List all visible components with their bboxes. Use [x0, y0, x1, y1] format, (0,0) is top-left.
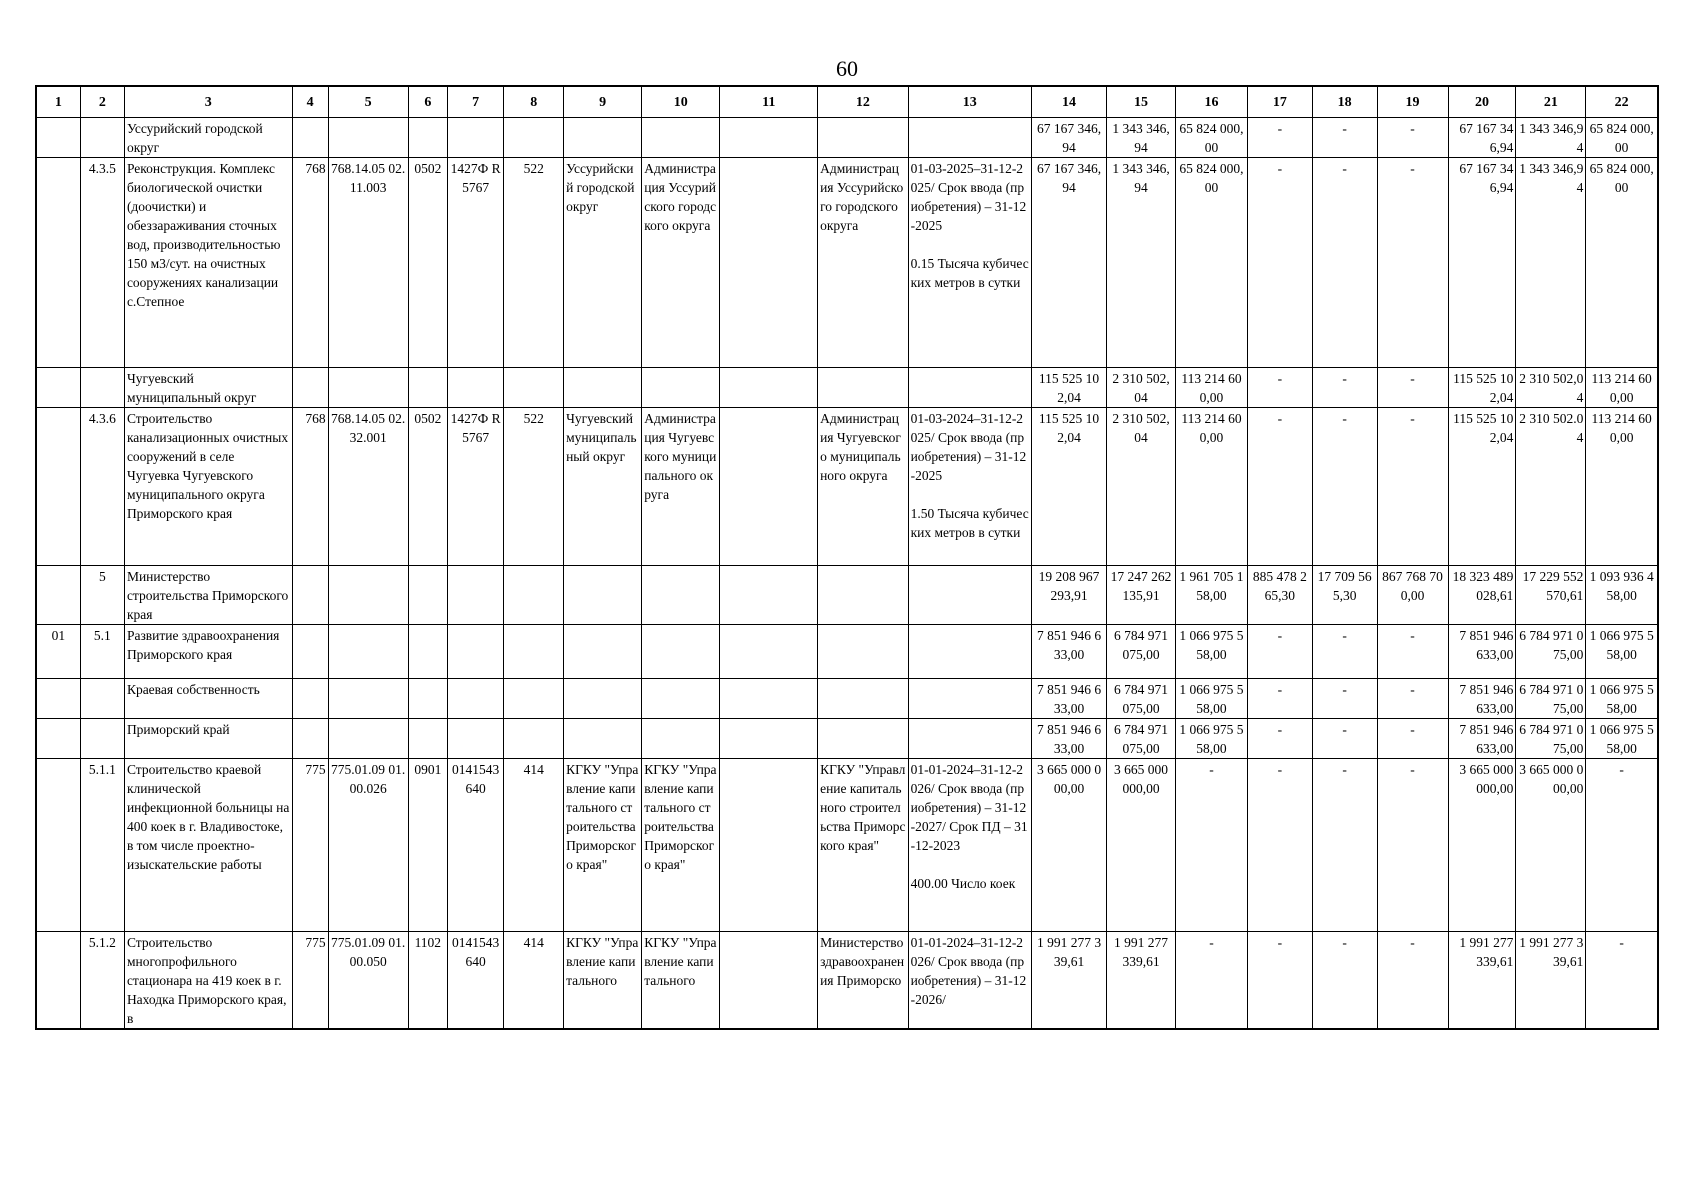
cell-regional-budget: 2 310 502,04	[1107, 408, 1176, 566]
cell-customer: Министерство здравоохранения Приморско	[818, 932, 909, 1030]
cell-limit-regional: 1 343 346,94	[1516, 158, 1586, 368]
header-col-6: 6	[408, 86, 447, 118]
table-row	[36, 625, 1658, 679]
cell-municipality	[564, 679, 642, 719]
cell-col-11	[720, 118, 818, 158]
header-col-12: 12	[818, 86, 909, 118]
cell-col-11	[720, 719, 818, 759]
cell-developer: КГКУ "Управление капитального строительства Приморского края"	[642, 759, 720, 932]
cell-expense-type	[504, 719, 564, 759]
cell-federal-budget: -	[1175, 932, 1247, 1030]
cell-object-code: 775.01.09 01.00.026	[328, 759, 408, 932]
cell-schedule-capacity	[908, 625, 1031, 679]
cell-item-name: Министерство строительства Приморского края	[124, 566, 292, 625]
cell-col-19: -	[1377, 625, 1448, 679]
cell-federal-budget: -	[1175, 759, 1247, 932]
header-col-13: 13	[908, 86, 1031, 118]
table-row	[36, 679, 1658, 719]
cell-limit-federal: -	[1586, 759, 1658, 932]
cell-schedule-capacity	[908, 679, 1031, 719]
cell-customer: КГКУ "Управление капитального строительства Приморского края"	[818, 759, 909, 932]
cell-total-cost: 19 208 967 293,91	[1032, 566, 1107, 625]
cell-item-number: 4.3.5	[80, 158, 124, 368]
header-col-1: 1	[36, 86, 80, 118]
cell-row-code	[36, 368, 80, 408]
cell-col-11	[720, 368, 818, 408]
table-row	[36, 368, 1658, 408]
table-body	[36, 118, 1658, 1030]
header-col-19: 19	[1377, 86, 1448, 118]
cell-col-19: -	[1377, 719, 1448, 759]
cell-developer: КГКУ "Управление капитального	[642, 932, 720, 1030]
cell-object-code	[328, 679, 408, 719]
cell-regional-budget: 6 784 971 075,00	[1107, 679, 1176, 719]
cell-total-cost: 67 167 346,94	[1032, 118, 1107, 158]
cell-col-17: -	[1247, 759, 1312, 932]
cell-customer: Администрация Уссурийского городского округа	[818, 158, 909, 368]
cell-target-article	[447, 566, 504, 625]
cell-total-cost: 67 167 346,94	[1032, 158, 1107, 368]
cell-item-name: Уссурийский городской округ	[124, 118, 292, 158]
cell-col-19: -	[1377, 158, 1448, 368]
cell-federal-budget: 1 066 975 558,00	[1175, 625, 1247, 679]
cell-federal-budget: 1 066 975 558,00	[1175, 719, 1247, 759]
cell-regional-budget: 1 991 277 339,61	[1107, 932, 1176, 1030]
cell-limit-federal: -	[1586, 932, 1658, 1030]
cell-target-article: 0141543640	[447, 932, 504, 1030]
cell-total-cost: 3 665 000 000,00	[1032, 759, 1107, 932]
header-col-10: 10	[642, 86, 720, 118]
table-row	[36, 118, 1658, 158]
cell-federal-budget: 1 066 975 558,00	[1175, 679, 1247, 719]
cell-item-name: Строительство многопрофильного стационара на 419 коек в г. Находка Приморского края, в	[124, 932, 292, 1030]
cell-col-19: -	[1377, 368, 1448, 408]
cell-limit-federal: 113 214 600,00	[1586, 408, 1658, 566]
cell-object-code: 768.14.05 02.11.003	[328, 158, 408, 368]
cell-municipality	[564, 368, 642, 408]
cell-limit-federal: 1 066 975 558,00	[1586, 625, 1658, 679]
cell-col-17: -	[1247, 625, 1312, 679]
cell-item-number: 5.1.2	[80, 932, 124, 1030]
cell-row-code	[36, 679, 80, 719]
cell-target-article	[447, 719, 504, 759]
cell-regional-budget: 6 784 971 075,00	[1107, 625, 1176, 679]
cell-object-code	[328, 625, 408, 679]
cell-developer	[642, 719, 720, 759]
cell-col-11	[720, 625, 818, 679]
cell-customer	[818, 118, 909, 158]
cell-total-cost: 7 851 946 633,00	[1032, 679, 1107, 719]
cell-developer	[642, 679, 720, 719]
cell-col-18: -	[1312, 759, 1377, 932]
cell-limit-total: 67 167 346,94	[1448, 118, 1516, 158]
cell-item-number: 5.1.1	[80, 759, 124, 932]
header-col-15: 15	[1107, 86, 1176, 118]
cell-total-cost: 115 525 102,04	[1032, 408, 1107, 566]
cell-limit-total: 3 665 000 000,00	[1448, 759, 1516, 932]
cell-ministry-code	[292, 566, 328, 625]
cell-object-code: 768.14.05 02.32.001	[328, 408, 408, 566]
cell-expense-type: 522	[504, 408, 564, 566]
cell-customer	[818, 368, 909, 408]
cell-col-11	[720, 158, 818, 368]
cell-ministry-code: 768	[292, 408, 328, 566]
cell-municipality: КГКУ "Управление капитального	[564, 932, 642, 1030]
cell-col-11	[720, 408, 818, 566]
cell-schedule-capacity	[908, 719, 1031, 759]
cell-limit-regional: 17 229 552 570,61	[1516, 566, 1586, 625]
cell-row-code: 01	[36, 625, 80, 679]
cell-regional-budget: 1 343 346,94	[1107, 158, 1176, 368]
cell-col-18: -	[1312, 625, 1377, 679]
cell-col-17: 885 478 265,30	[1247, 566, 1312, 625]
cell-municipality	[564, 566, 642, 625]
cell-municipality: Уссурийский городской округ	[564, 158, 642, 368]
cell-ministry-code	[292, 625, 328, 679]
cell-item-name: Краевая собственность	[124, 679, 292, 719]
cell-customer	[818, 625, 909, 679]
cell-limit-federal: 1 066 975 558,00	[1586, 679, 1658, 719]
cell-developer	[642, 566, 720, 625]
cell-limit-total: 7 851 946 633,00	[1448, 719, 1516, 759]
cell-col-19: 867 768 700,00	[1377, 566, 1448, 625]
cell-developer	[642, 625, 720, 679]
cell-schedule-capacity: 01-03-2024–31-12-2025/ Срок ввода (приобретения) – 31-12-2025 1.50 Тысяча кубических метров в сутки	[908, 408, 1031, 566]
cell-limit-federal: 65 824 000,00	[1586, 158, 1658, 368]
cell-ministry-code	[292, 719, 328, 759]
header-col-5: 5	[328, 86, 408, 118]
header-col-9: 9	[564, 86, 642, 118]
cell-row-code	[36, 566, 80, 625]
header-col-20: 20	[1448, 86, 1516, 118]
cell-municipality: КГКУ "Управление капитального строительства Приморского края"	[564, 759, 642, 932]
header-col-3: 3	[124, 86, 292, 118]
cell-item-name: Развитие здравоохранения Приморского края	[124, 625, 292, 679]
cell-section-code: 1102	[408, 932, 447, 1030]
header-col-11: 11	[720, 86, 818, 118]
cell-col-18: -	[1312, 158, 1377, 368]
cell-federal-budget: 1 961 705 158,00	[1175, 566, 1247, 625]
cell-regional-budget: 1 343 346,94	[1107, 118, 1176, 158]
cell-section-code: 0502	[408, 408, 447, 566]
cell-ministry-code: 768	[292, 158, 328, 368]
cell-schedule-capacity	[908, 368, 1031, 408]
cell-section-code: 0502	[408, 158, 447, 368]
cell-ministry-code	[292, 679, 328, 719]
header-col-17: 17	[1247, 86, 1312, 118]
cell-expense-type: 522	[504, 158, 564, 368]
cell-section-code	[408, 679, 447, 719]
cell-schedule-capacity: 01-01-2024–31-12-2026/ Срок ввода (приобретения) – 31-12-2026/	[908, 932, 1031, 1030]
cell-ministry-code	[292, 118, 328, 158]
cell-item-number	[80, 118, 124, 158]
cell-object-code: 775.01.09 01.00.050	[328, 932, 408, 1030]
cell-developer: Администрация Чугуевского муниципального округа	[642, 408, 720, 566]
cell-limit-total: 7 851 946 633,00	[1448, 679, 1516, 719]
cell-developer: Администрация Уссурийского городского округа	[642, 158, 720, 368]
table-row	[36, 719, 1658, 759]
cell-customer: Администрация Чугуевского муниципального округа	[818, 408, 909, 566]
cell-limit-regional: 6 784 971 075,00	[1516, 679, 1586, 719]
cell-section-code: 0901	[408, 759, 447, 932]
cell-col-17: -	[1247, 118, 1312, 158]
cell-expense-type	[504, 368, 564, 408]
header-col-7: 7	[447, 86, 504, 118]
cell-col-11	[720, 566, 818, 625]
cell-customer	[818, 566, 909, 625]
cell-ministry-code: 775	[292, 759, 328, 932]
cell-regional-budget: 6 784 971 075,00	[1107, 719, 1176, 759]
header-col-14: 14	[1032, 86, 1107, 118]
cell-object-code	[328, 368, 408, 408]
cell-item-name: Чугуевский муниципальный округ	[124, 368, 292, 408]
table-row	[36, 158, 1658, 368]
cell-limit-regional: 1 991 277 339,61	[1516, 932, 1586, 1030]
cell-developer	[642, 368, 720, 408]
cell-target-article	[447, 625, 504, 679]
cell-col-17: -	[1247, 158, 1312, 368]
cell-limit-regional: 2 310 502,04	[1516, 368, 1586, 408]
cell-municipality	[564, 118, 642, 158]
cell-section-code	[408, 566, 447, 625]
cell-limit-federal: 1 093 936 458,00	[1586, 566, 1658, 625]
cell-item-number: 5	[80, 566, 124, 625]
cell-expense-type	[504, 625, 564, 679]
cell-customer	[818, 719, 909, 759]
cell-limit-regional: 1 343 346,94	[1516, 118, 1586, 158]
cell-item-number	[80, 719, 124, 759]
cell-col-19: -	[1377, 679, 1448, 719]
cell-item-name: Строительство канализационных очистных сооружений в селе Чугуевка Чугуевского муниципального округа Приморского края	[124, 408, 292, 566]
cell-col-11	[720, 932, 818, 1030]
cell-col-18: 17 709 565,30	[1312, 566, 1377, 625]
cell-limit-federal: 113 214 600,00	[1586, 368, 1658, 408]
cell-target-article	[447, 368, 504, 408]
cell-regional-budget: 2 310 502,04	[1107, 368, 1176, 408]
cell-target-article	[447, 118, 504, 158]
cell-row-code	[36, 932, 80, 1030]
cell-municipality	[564, 719, 642, 759]
cell-col-18: -	[1312, 368, 1377, 408]
cell-target-article: 0141543640	[447, 759, 504, 932]
cell-expense-type	[504, 118, 564, 158]
cell-federal-budget: 65 824 000,00	[1175, 158, 1247, 368]
cell-row-code	[36, 158, 80, 368]
cell-row-code	[36, 408, 80, 566]
cell-row-code	[36, 719, 80, 759]
header-row	[36, 86, 1658, 118]
cell-limit-regional: 2 310 502.04	[1516, 408, 1586, 566]
cell-municipality	[564, 625, 642, 679]
cell-item-number	[80, 679, 124, 719]
cell-ministry-code	[292, 368, 328, 408]
cell-col-11	[720, 759, 818, 932]
cell-item-number: 5.1	[80, 625, 124, 679]
cell-col-18: -	[1312, 118, 1377, 158]
table-row	[36, 932, 1658, 1030]
cell-regional-budget: 17 247 262 135,91	[1107, 566, 1176, 625]
cell-item-name: Строительство краевой клинической инфекционной больницы на 400 коек в г. Владивостоке, в том числе проектно-изыскательские работы	[124, 759, 292, 932]
cell-col-19: -	[1377, 408, 1448, 566]
cell-row-code	[36, 118, 80, 158]
cell-col-18: -	[1312, 719, 1377, 759]
cell-federal-budget: 65 824 000,00	[1175, 118, 1247, 158]
cell-object-code	[328, 719, 408, 759]
cell-col-17: -	[1247, 408, 1312, 566]
cell-col-17: -	[1247, 932, 1312, 1030]
cell-limit-total: 18 323 489 028,61	[1448, 566, 1516, 625]
header-col-4: 4	[292, 86, 328, 118]
cell-item-number	[80, 368, 124, 408]
cell-section-code	[408, 625, 447, 679]
cell-total-cost: 7 851 946 633,00	[1032, 625, 1107, 679]
cell-col-19: -	[1377, 932, 1448, 1030]
cell-federal-budget: 113 214 600,00	[1175, 368, 1247, 408]
cell-schedule-capacity: 01-03-2025–31-12-2025/ Срок ввода (приобретения) – 31-12-2025 0.15 Тысяча кубических метров в сутки	[908, 158, 1031, 368]
cell-total-cost: 1 991 277 339,61	[1032, 932, 1107, 1030]
header-col-18: 18	[1312, 86, 1377, 118]
cell-expense-type: 414	[504, 932, 564, 1030]
header-col-21: 21	[1516, 86, 1586, 118]
cell-developer	[642, 118, 720, 158]
cell-limit-federal: 1 066 975 558,00	[1586, 719, 1658, 759]
cell-expense-type	[504, 566, 564, 625]
cell-limit-regional: 3 665 000 000,00	[1516, 759, 1586, 932]
cell-limit-total: 115 525 102,04	[1448, 368, 1516, 408]
header-col-22: 22	[1586, 86, 1658, 118]
budget-table	[35, 85, 1659, 1030]
cell-ministry-code: 775	[292, 932, 328, 1030]
cell-regional-budget: 3 665 000 000,00	[1107, 759, 1176, 932]
cell-col-18: -	[1312, 932, 1377, 1030]
cell-limit-federal: 65 824 000,00	[1586, 118, 1658, 158]
cell-limit-total: 7 851 946 633,00	[1448, 625, 1516, 679]
cell-target-article: 1427Ф R5767	[447, 158, 504, 368]
cell-total-cost: 7 851 946 633,00	[1032, 719, 1107, 759]
cell-federal-budget: 113 214 600,00	[1175, 408, 1247, 566]
cell-section-code	[408, 118, 447, 158]
table-row	[36, 759, 1658, 932]
cell-col-11	[720, 679, 818, 719]
header-col-2: 2	[80, 86, 124, 118]
cell-col-19: -	[1377, 118, 1448, 158]
cell-limit-regional: 6 784 971 075,00	[1516, 625, 1586, 679]
cell-col-18: -	[1312, 408, 1377, 566]
cell-schedule-capacity	[908, 118, 1031, 158]
cell-target-article	[447, 679, 504, 719]
cell-schedule-capacity	[908, 566, 1031, 625]
cell-limit-total: 1 991 277 339,61	[1448, 932, 1516, 1030]
cell-col-17: -	[1247, 719, 1312, 759]
cell-item-number: 4.3.6	[80, 408, 124, 566]
cell-col-17: -	[1247, 679, 1312, 719]
cell-customer	[818, 679, 909, 719]
table-row	[36, 408, 1658, 566]
cell-expense-type: 414	[504, 759, 564, 932]
cell-object-code	[328, 566, 408, 625]
cell-schedule-capacity: 01-01-2024–31-12-2026/ Срок ввода (приобретения) – 31-12-2027/ Срок ПД – 31-12-2023 400.00 Число коек	[908, 759, 1031, 932]
cell-limit-regional: 6 784 971 075,00	[1516, 719, 1586, 759]
table-row	[36, 566, 1658, 625]
cell-section-code	[408, 719, 447, 759]
cell-col-17: -	[1247, 368, 1312, 408]
cell-item-name: Приморский край	[124, 719, 292, 759]
cell-expense-type	[504, 679, 564, 719]
cell-item-name: Реконструкция. Комплекс биологической очистки (доочистки) и обеззараживания сточных вод, производительностью 150 м3/сут. на очистных сооружениях канализации с.Степное	[124, 158, 292, 368]
cell-row-code	[36, 759, 80, 932]
cell-col-18: -	[1312, 679, 1377, 719]
cell-target-article: 1427Ф R5767	[447, 408, 504, 566]
cell-limit-total: 115 525 102,04	[1448, 408, 1516, 566]
cell-municipality: Чугуевский муниципальный округ	[564, 408, 642, 566]
header-col-8: 8	[504, 86, 564, 118]
cell-section-code	[408, 368, 447, 408]
page-number: 60	[836, 56, 858, 81]
cell-total-cost: 115 525 102,04	[1032, 368, 1107, 408]
header-col-16: 16	[1175, 86, 1247, 118]
cell-limit-total: 67 167 346,94	[1448, 158, 1516, 368]
cell-col-19: -	[1377, 759, 1448, 932]
cell-object-code	[328, 118, 408, 158]
